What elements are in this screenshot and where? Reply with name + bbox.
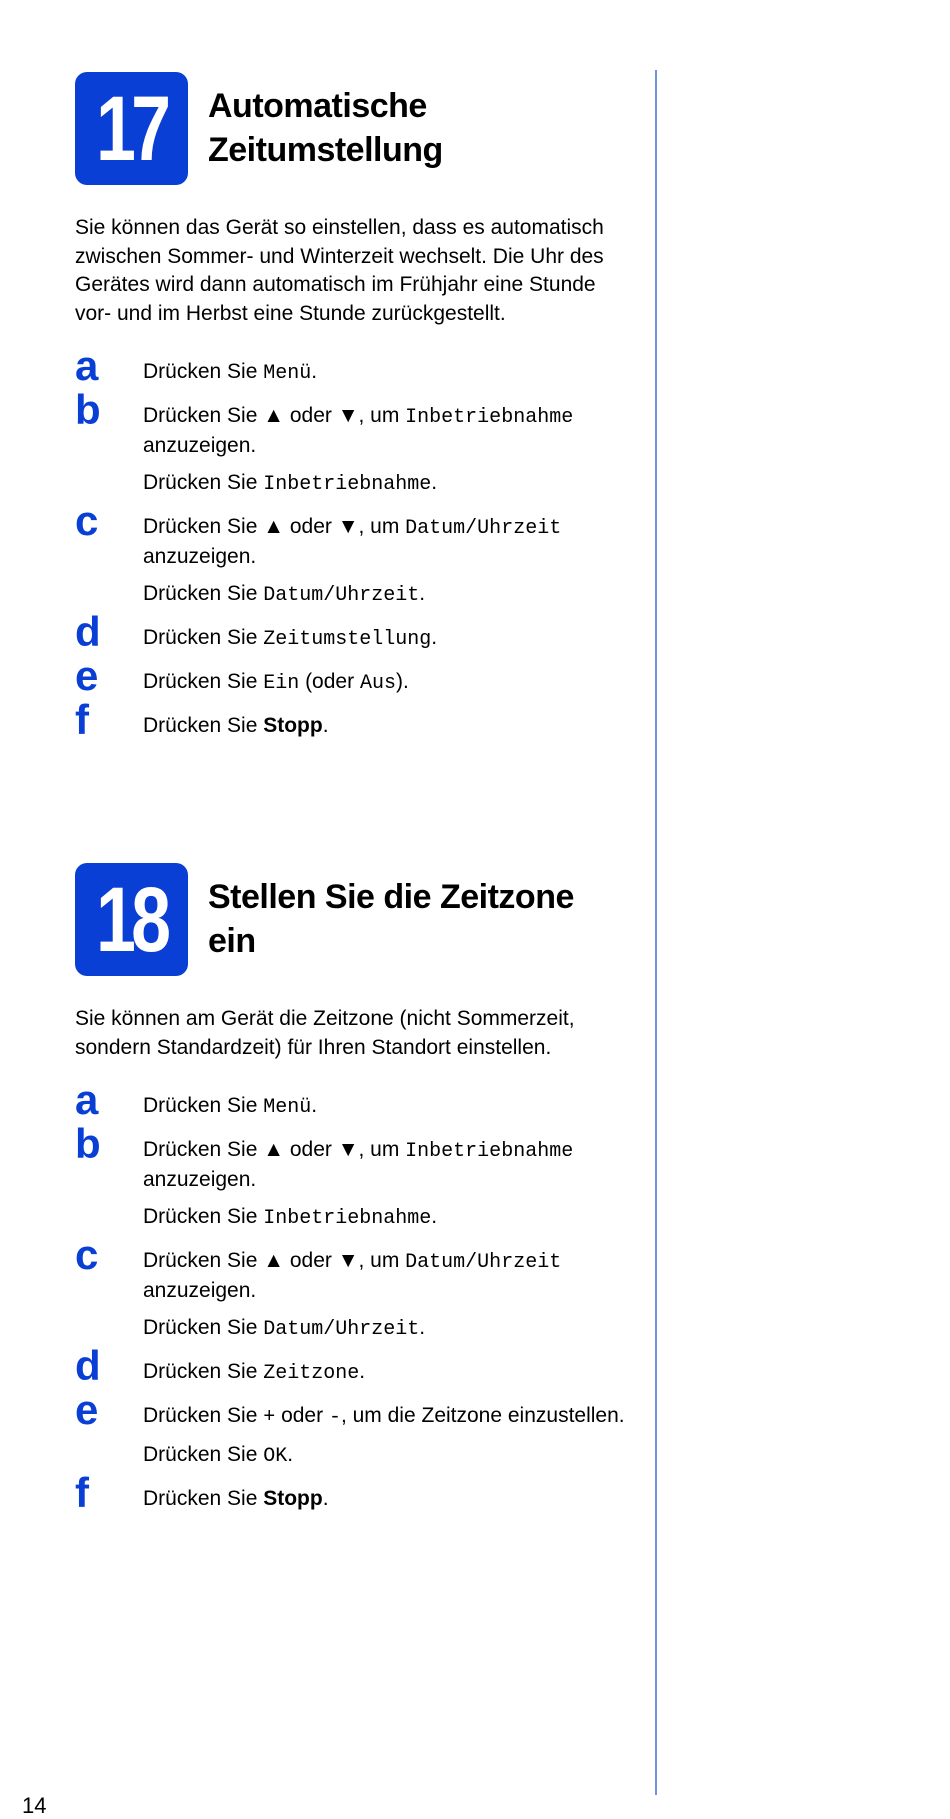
step-letter: e [75, 652, 99, 699]
step-list [75, 1076, 635, 1516]
step-b: b Drücken Sie ▲ oder ▼, um Inbetriebnahme anzuzeigen. Drücken Sie Inbetriebnahme. [75, 1120, 574, 1230]
step-c: c Drücken Sie ▲ oder ▼, um Datum/Uhrzeit anzuzeigen. Drücken Sie Datum/Uhrzeit. [75, 1231, 562, 1341]
step-list [75, 342, 635, 743]
step-a: a Drücken Sie Menü. [75, 342, 318, 389]
section-18 [75, 863, 635, 1527]
step-letter: f [75, 1469, 89, 1516]
section-title: Stellen Sie die Zeitzone ein [208, 878, 574, 960]
step-number-badge: 17 [75, 72, 188, 185]
step-letter: f [75, 696, 89, 743]
step-letter: d [75, 1342, 101, 1389]
section-header [75, 72, 635, 187]
section-title: Automatische Zeitumstellung [208, 87, 443, 169]
step-letter: a [75, 342, 99, 389]
step-letter: d [75, 608, 101, 655]
step-letter: e [75, 1386, 99, 1433]
step-e: e Drücken Sie + oder -, um die Zeitzone einzustellen. Drücken Sie OK. [75, 1386, 625, 1468]
step-letter: b [75, 1120, 101, 1167]
page-number: 14 [22, 1793, 47, 1818]
step-letter: b [75, 386, 101, 433]
step-b: b Drücken Sie ▲ oder ▼, um Inbetriebnahme anzuzeigen. Drücken Sie Inbetriebnahme. [75, 386, 574, 496]
step-d: d Drücken Sie Zeitumstellung. [75, 608, 438, 655]
step-number-badge: 18 [75, 863, 188, 976]
step-e: e Drücken Sie Ein (oder Aus). [75, 652, 409, 699]
step-c: c Drücken Sie ▲ oder ▼, um Datum/Uhrzeit anzuzeigen. Drücken Sie Datum/Uhrzeit. [75, 497, 562, 607]
step-letter: c [75, 497, 99, 544]
step-letter: a [75, 1076, 99, 1123]
column-divider [655, 70, 657, 1795]
step-d: d Drücken Sie Zeitzone. [75, 1342, 366, 1389]
section-intro: Sie können am Gerät die Zeitzone (nicht Sommerzeit, sondern Standardzeit) für Ihren Standort einstellen. [75, 1007, 575, 1059]
section-header [75, 863, 635, 978]
section-intro: Sie können das Gerät so einstellen, dass es automatisch zwischen Sommer- und Winterzeit wechselt. Die Uhr des Gerätes wird dann automatisch im Frühjahr eine Stunde vor- und im Herbst eine Stunde zurückgestellt. [75, 216, 604, 325]
step-a: a Drücken Sie Menü. [75, 1076, 318, 1123]
step-f: f Drücken Sie Stopp. [75, 696, 329, 743]
step-letter: c [75, 1231, 99, 1278]
section-17 [75, 72, 635, 754]
step-f: f Drücken Sie Stopp. [75, 1469, 329, 1516]
